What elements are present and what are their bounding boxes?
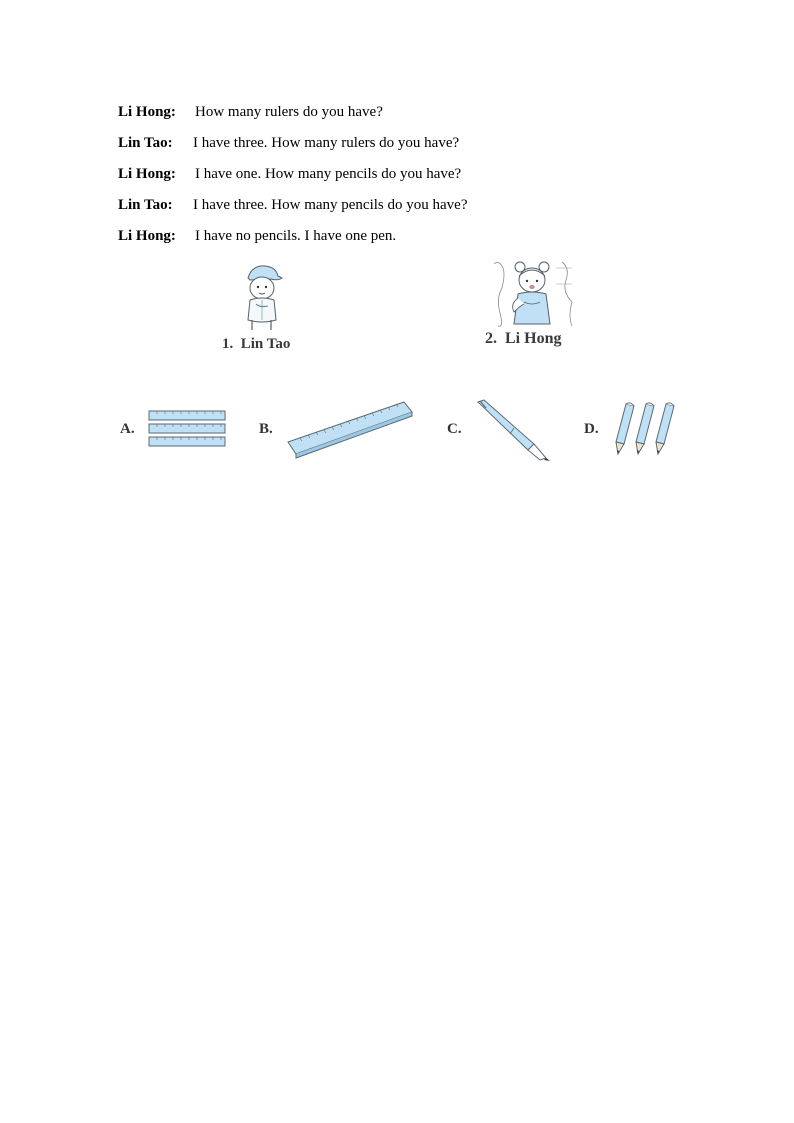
person-name: Lin Tao (240, 336, 291, 352)
person-number: 1. (222, 336, 234, 352)
option-d-image (610, 400, 686, 458)
speaker: Li Hong: (118, 228, 176, 244)
utterance: I have one. How many pencils do you have? (195, 166, 462, 182)
option-letter: B. (259, 421, 273, 437)
three-rulers-icon (147, 409, 227, 449)
dialogue-line (118, 193, 718, 224)
dialogue-line (118, 100, 718, 131)
three-pencils-icon (610, 400, 686, 458)
person-caption (485, 330, 561, 348)
utterance: I have three. How many rulers do you have? (193, 135, 460, 151)
pen-icon (474, 398, 552, 462)
li-hong-picture (492, 258, 574, 328)
option-letter: A. (120, 421, 135, 437)
ruler-icon (286, 400, 414, 462)
dialogue-line (118, 224, 718, 255)
option-b-image (286, 400, 414, 462)
utterance: How many rulers do you have? (195, 104, 383, 120)
speaker: Lin Tao: (118, 197, 173, 213)
speaker: Lin Tao: (118, 135, 173, 151)
girl-icon (492, 258, 574, 328)
option-a-image (147, 409, 227, 449)
person-number: 2. (485, 330, 497, 347)
utterance: I have no pencils. I have one pen. (195, 228, 397, 244)
option-c-image (474, 398, 552, 462)
utterance: I have three. How many pencils do you have? (193, 197, 468, 213)
option-letter: C. (447, 421, 462, 437)
option-letter: D. (584, 421, 599, 437)
person-caption (222, 336, 290, 353)
person-name: Li Hong (505, 330, 562, 347)
dialogue-line (118, 131, 718, 162)
dialogue (118, 100, 718, 255)
speaker: Li Hong: (118, 166, 176, 182)
speaker: Li Hong: (118, 104, 176, 120)
dialogue-line (118, 162, 718, 193)
lin-tao-picture (238, 262, 288, 332)
boy-icon (238, 262, 288, 332)
